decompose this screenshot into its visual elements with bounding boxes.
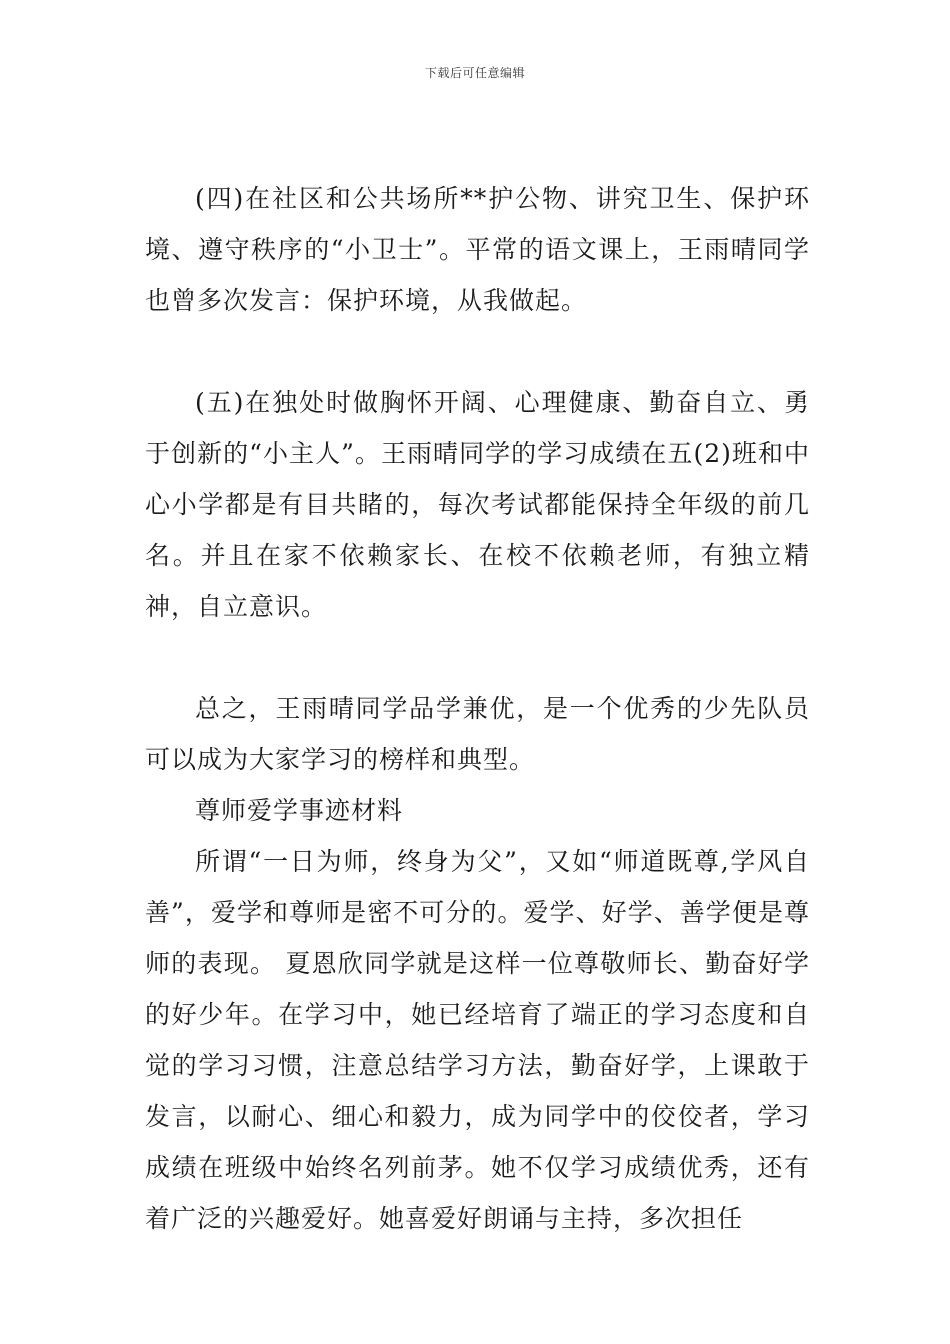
paragraph-spacer <box>145 632 810 683</box>
page-header: 下载后可任意编辑 <box>424 66 525 80</box>
section-heading: 尊师爱学事迹材料 <box>195 796 404 825</box>
paragraph-respect-teacher: 所谓“一日为师，终身为父”，又如“师道既尊,学风自善”，爱学和尊师是密不可分的。爱学、好学、善学便是尊师的表现。 夏恩欣同学就是这样一位尊敬师长、勤奋好学的好少年。在学习中，她已经培育了端正的学习态度和自觉的学习习惯，注意总结学习方法，勤奋好学，上课敢于发言，以耐心、细心和毅力，成为同学中的佼佼者，学习成绩在班级中始终名列前茅。她不仅学习成绩优秀，还有着广泛的兴趣爱好。她喜爱好朗诵与主持，多次担任 <box>145 847 810 1233</box>
paragraph-summary: 总之，王雨晴同学品学兼优，是一个优秀的少先队员可以成为大家学习的榜样和典型。 <box>145 694 810 774</box>
paragraph-4-community: (四)在社区和公共场所**护公物、讲究卫生、保护环境、遵守秩序的“小卫士”。平常的语文课上，王雨晴同学也曾多次发言：保护环境，从我做起。 <box>145 184 810 315</box>
document-body <box>145 173 810 1244</box>
paragraph-spacer <box>145 326 810 377</box>
paragraph-5-independent: (五)在独处时做胸怀开阔、心理健康、勤奋自立、勇于创新的“小主人”。王雨晴同学的学习成绩在五(2)班和中心小学都是有目共睹的，每次考试都能保持全年级的前几名。并且在家不依赖家长、在校不依赖老师，有独立精神，自立意识。 <box>145 388 810 621</box>
